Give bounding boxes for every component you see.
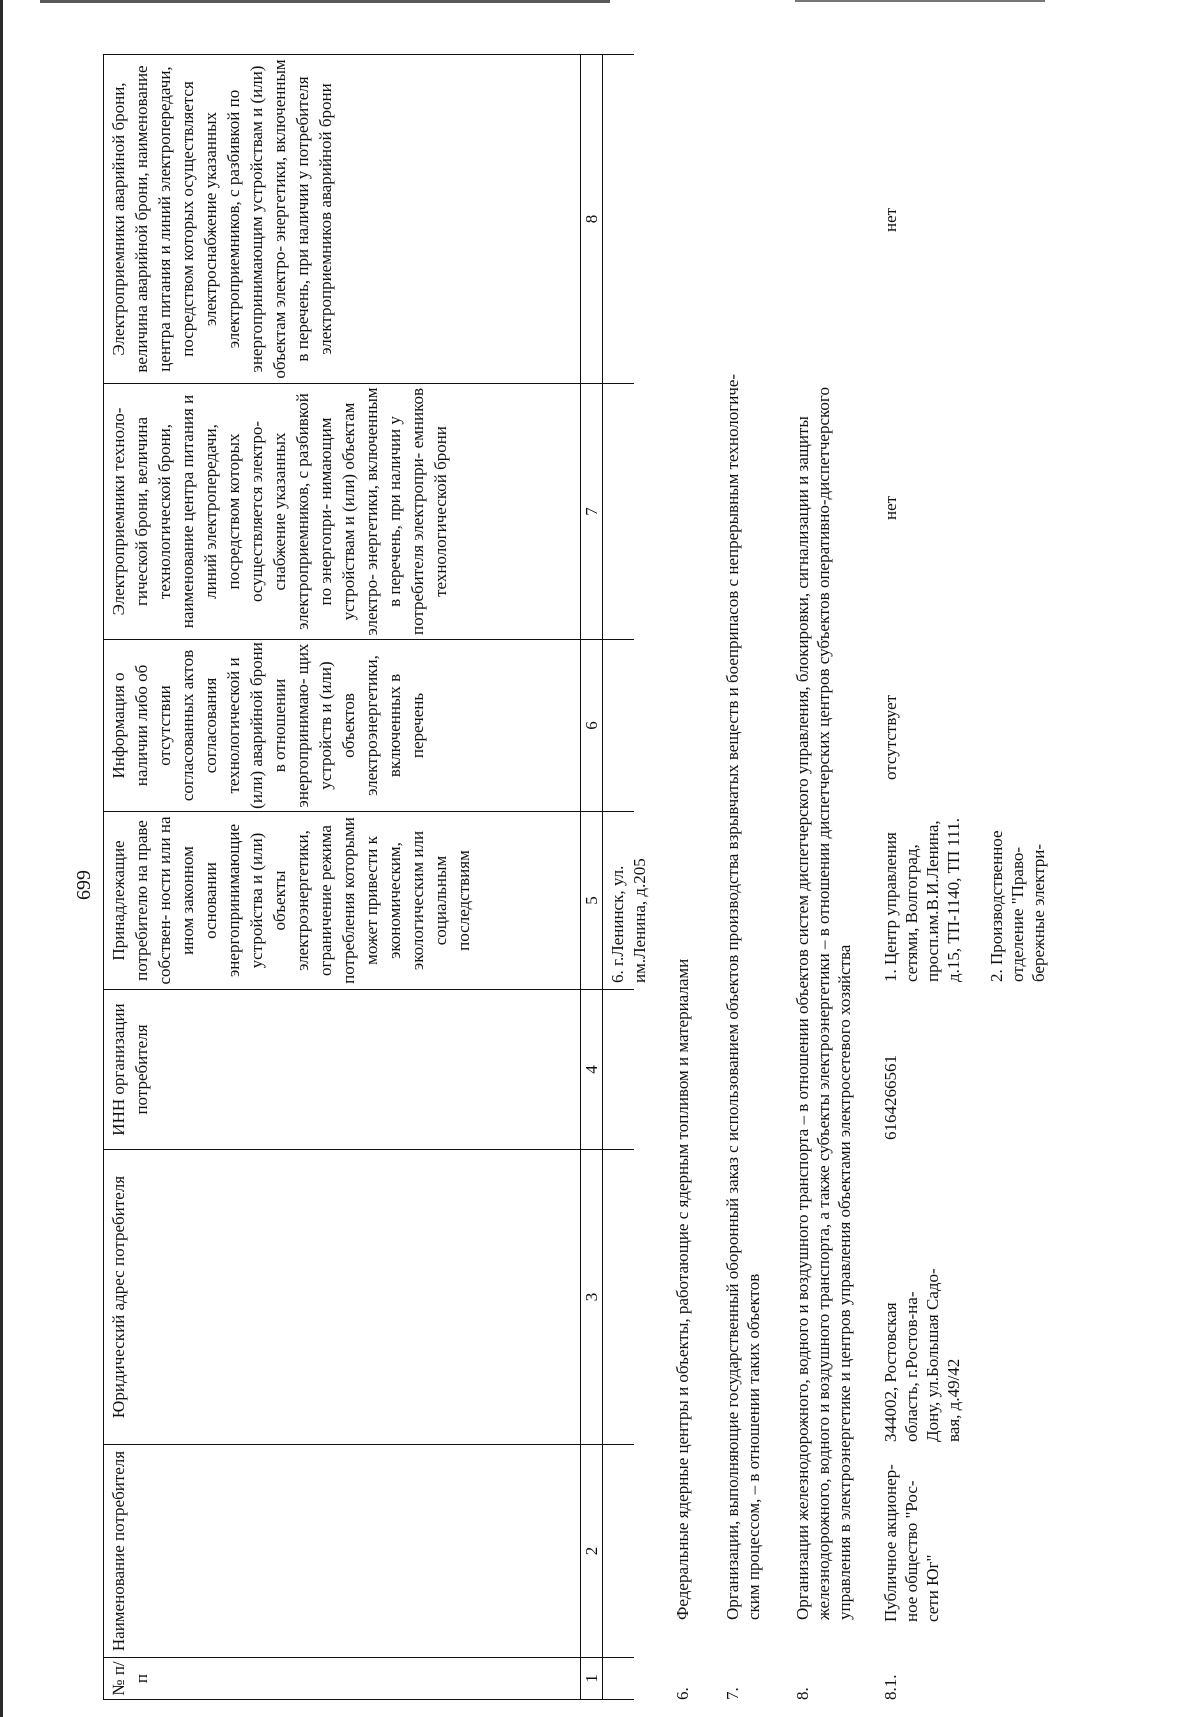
col-3 <box>103 1150 634 1445</box>
row-8-1-name-line-3: сети Юг" <box>923 1554 942 1622</box>
col-number-4: 4 <box>581 990 603 1149</box>
col-6 <box>103 640 634 812</box>
page-number: 699 <box>73 870 95 900</box>
section-7-number: 7. <box>723 1687 742 1700</box>
row-8-1-address-line-4: вая, д.49/42 <box>944 1358 963 1442</box>
col-number-8: 8 <box>581 55 603 383</box>
scan-mark <box>795 0 1045 2</box>
row-8-1-name <box>880 1464 943 1622</box>
scan-edge-top <box>40 0 610 3</box>
row-8-1-item2-line-1: 2. Производственное <box>987 830 1006 982</box>
section-6-number: 6. <box>673 1687 692 1700</box>
consumer-table <box>103 40 649 1700</box>
col-4 <box>103 990 634 1150</box>
document-body <box>630 40 1120 1700</box>
col-number-6: 6 <box>581 640 603 811</box>
col-header-8: Электроприемники аварийной брони, величина аварийной брони, наименование центра питания и линий электропередачи, посредством которых осуществляется электроснабжение указанных электроприемников, с разбивкой по энергопринимающим устройствам и (или) объектам электро- энергетики, включенным в перечень, при наличии у потребителя электроприемников аварийной брони <box>103 55 581 383</box>
col-header-3: Юридический адрес потребителя <box>103 1150 581 1444</box>
row-8-1-emergency-reserve: нет <box>881 207 900 232</box>
col-1 <box>103 1658 634 1700</box>
col-header-1: № п/п <box>103 1658 581 1699</box>
section-7-line-2: ским процессом, – в отношении таких объектов <box>744 1273 763 1620</box>
col-2 <box>103 1445 634 1658</box>
row-8-1-objects <box>880 818 1049 982</box>
scan-edge-left <box>0 0 3 1717</box>
row-8-1-address <box>880 1268 964 1442</box>
row-cell-5: 6. г.Ленинск, ул. им.Ленина, д.205 <box>608 858 649 983</box>
col-header-7: Электроприемники техноло- гической брони, величина технологической брони, наименование центра питания и линий электропередачи, посредством которых осуществляется электро- снабжение указанных электроприемников, с разбивкой по энергопри- нимающим устройствам и (или) объектам электро- энергетики, включенным в перечень, при наличии у потребителя электропри- емников технологической брони <box>103 384 581 639</box>
col-number-5: 5 <box>581 812 603 989</box>
col-7 <box>103 384 634 640</box>
row-8-1-address-line-3: Дону, ул.Большая Садо- <box>923 1268 942 1442</box>
col-header-4: ИНН организации потребителя <box>103 990 581 1149</box>
row-8-1-tech-reserve: нет <box>881 495 900 520</box>
row-8-1-item1-line-4: д.15, ТП-1140, ТП 111. <box>944 818 963 982</box>
section-8-line-1: Организации железнодорожного, водного и воздушного транспорта – в отношении объектов систем диспетчерского управления, блокировки, сигнализации и защиты <box>793 416 812 1620</box>
section-8-line-3: управления в электроэнергетике и центров управления объектами электросетевого хозяйства <box>835 944 854 1620</box>
row-8-1-acts: отсутствует <box>881 694 900 780</box>
row-8-1-item1-line-2: сетями, Волгоград, <box>902 844 921 982</box>
col-number-7: 7 <box>581 384 603 639</box>
row-8-1-address-line-2: область, г.Ростов-на- <box>902 1291 921 1442</box>
col-header-6: Информация о наличии либо об отсутствии согласованных актов согласования технологической и (или) аварийной брони в отношении энергопринимаю- щих устройств и (или) объектов электроэнергетики, включенных в перечень <box>103 640 581 811</box>
section-7-line-1: Организации, выполняющие государственный оборонный заказ с использованием объектов производства взрывчатых веществ и боеприпасов с непрерывным технологиче- <box>723 373 742 1620</box>
row-8-1-name-line-1: Публичное акционер- <box>881 1464 900 1622</box>
row-8-1-name-line-2: ное общество "Рос- <box>902 1480 921 1622</box>
section-8-number: 8. <box>793 1687 812 1700</box>
row-8-1-number: 8.1. <box>881 1674 900 1700</box>
col-8 <box>103 54 634 384</box>
row-8-1-item2-line-2: отделение "Право- <box>1008 846 1027 982</box>
col-header-2: Наименование потребителя <box>103 1445 581 1657</box>
col-number-2: 2 <box>581 1445 603 1657</box>
section-6-text: Федеральные ядерные центры и объекты, работающие с ядерным топливом и материалами <box>673 958 692 1620</box>
section-8-line-2: железнодорожного, водного и воздушного транспорта, а также субъекты электроэнергетики – в отношении диспетчерских центров субъектов оперативно-диспетчерского <box>814 387 833 1620</box>
row-8-1-item1-line-1: 1. Центр управления <box>881 832 900 982</box>
col-header-5: Принадлежащие потребителю на праве собствен- ности или на ином законном основании энергопринимающие устройства и (или) объекты электроэнергетики, ограничение режима потребления которыми может привести к экономическим, экологическим или социальным последствиям <box>103 812 581 989</box>
rotated-page <box>70 40 1120 1700</box>
col-5 <box>103 812 649 990</box>
row-8-1-item2-line-3: бережные электри- <box>1029 843 1048 982</box>
row-8-1-inn: 6164266561 <box>881 1055 900 1140</box>
col-number-1: 1 <box>581 1658 603 1699</box>
col-number-3: 3 <box>581 1150 603 1444</box>
row-8-1-item1-line-3: просп.им.В.И.Ленина, <box>923 820 942 982</box>
row-8-1-address-line-1: 344002, Ростовская <box>881 1302 900 1442</box>
